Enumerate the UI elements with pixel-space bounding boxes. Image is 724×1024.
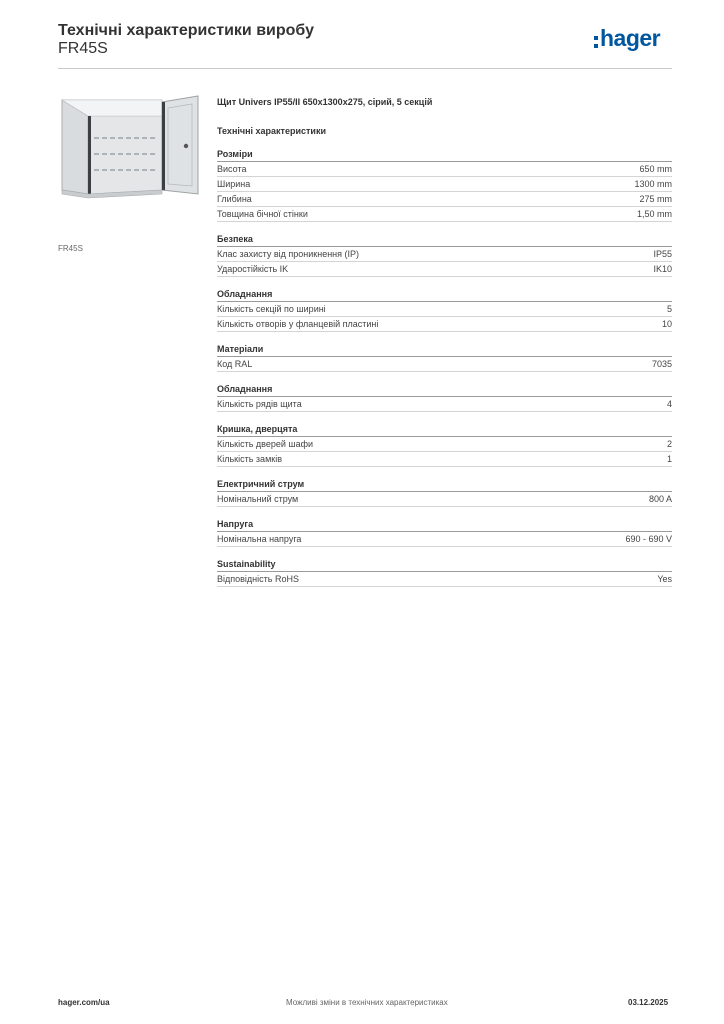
spec-row bbox=[217, 207, 672, 222]
spec-label: Номінальний струм bbox=[217, 494, 299, 504]
spec-label: Кількість замків bbox=[217, 454, 282, 464]
page-title: Технічні характеристики виробу bbox=[58, 22, 314, 39]
header-divider bbox=[58, 68, 672, 69]
spec-label: Товщина бічної стінки bbox=[217, 209, 308, 219]
spec-value: 275 mm bbox=[639, 194, 672, 204]
spec-label: Ударостійкість IK bbox=[217, 264, 289, 274]
spec-group-sustainability bbox=[217, 558, 672, 587]
spec-group-dimensions bbox=[217, 148, 672, 222]
group-title: Електричний струм bbox=[217, 478, 672, 492]
product-image bbox=[58, 94, 202, 240]
image-caption: FR45S bbox=[58, 244, 83, 253]
footer-website-link[interactable]: hager.com/ua bbox=[58, 998, 110, 1007]
spec-value: 1 bbox=[666, 454, 672, 464]
spec-group-voltage bbox=[217, 518, 672, 547]
spec-value: 690 - 690 V bbox=[625, 534, 672, 544]
spec-label: Кількість отворів у фланцевій пластині bbox=[217, 319, 379, 329]
spec-row bbox=[217, 262, 672, 277]
spec-label: Клас захисту від проникнення (IP) bbox=[217, 249, 360, 259]
spec-value: 10 bbox=[661, 319, 672, 329]
spec-row bbox=[217, 572, 672, 587]
spec-value: 1300 mm bbox=[634, 179, 672, 189]
spec-row bbox=[217, 302, 672, 317]
spec-label: Висота bbox=[217, 164, 247, 174]
product-code: FR45S bbox=[58, 40, 108, 57]
spec-group-equipment-rows bbox=[217, 383, 672, 412]
spec-group-doors bbox=[217, 423, 672, 467]
group-title: Матеріали bbox=[217, 343, 672, 357]
spec-row bbox=[217, 357, 672, 372]
spec-value: 650 mm bbox=[639, 164, 672, 174]
spec-value: IP55 bbox=[653, 249, 672, 259]
spec-row bbox=[217, 452, 672, 467]
hager-logo[interactable] bbox=[594, 25, 674, 58]
spec-label: Ширина bbox=[217, 179, 251, 189]
spec-label: Кількість секцій по ширині bbox=[217, 304, 326, 314]
spec-value: 2 bbox=[666, 439, 672, 449]
spec-label: Кількість рядів щита bbox=[217, 399, 302, 409]
spec-value: 800 A bbox=[648, 494, 672, 504]
group-title: Розміри bbox=[217, 148, 672, 162]
spec-row bbox=[217, 162, 672, 177]
spec-label: Відповідність RoHS bbox=[217, 574, 299, 584]
footer-note: Можливі зміни в технічних характеристиках bbox=[286, 998, 448, 1007]
group-title: Обладнання bbox=[217, 288, 672, 302]
product-title: Щит Univers IP55/II 650x1300x275, сірий, 5 секцій bbox=[217, 97, 433, 107]
spec-row bbox=[217, 177, 672, 192]
spec-value: 5 bbox=[666, 304, 672, 314]
group-title: Кришка, дверцята bbox=[217, 423, 672, 437]
spec-label: Код RAL bbox=[217, 359, 253, 369]
group-title: Sustainability bbox=[217, 558, 672, 572]
spec-row bbox=[217, 247, 672, 262]
spec-row bbox=[217, 437, 672, 452]
spec-group-safety bbox=[217, 233, 672, 277]
spec-label: Кількість дверей шафи bbox=[217, 439, 314, 449]
footer-date: 03.12.2025 bbox=[628, 998, 669, 1007]
spec-row bbox=[217, 192, 672, 207]
spec-group-current bbox=[217, 478, 672, 507]
spec-row bbox=[217, 532, 672, 547]
spec-row bbox=[217, 317, 672, 332]
spec-value: 4 bbox=[666, 399, 672, 409]
spec-row bbox=[217, 492, 672, 507]
group-title: Безпека bbox=[217, 233, 672, 247]
spec-value: IK10 bbox=[653, 264, 672, 274]
logo-wordmark: hager bbox=[600, 25, 661, 51]
group-title: Обладнання bbox=[217, 383, 672, 397]
spec-value: 7035 bbox=[651, 359, 672, 369]
spec-group-materials bbox=[217, 343, 672, 372]
logo-dots-icon bbox=[594, 36, 598, 52]
spec-group-equipment bbox=[217, 288, 672, 332]
spec-label: Номінальна напруга bbox=[217, 534, 302, 544]
spec-value: 1,50 mm bbox=[636, 209, 672, 219]
spec-label: Глибина bbox=[217, 194, 252, 204]
spec-panel bbox=[217, 96, 672, 598]
spec-value: Yes bbox=[657, 574, 672, 584]
section-heading: Технічні характеристики bbox=[217, 126, 326, 136]
spec-row bbox=[217, 397, 672, 412]
group-title: Напруга bbox=[217, 518, 672, 532]
